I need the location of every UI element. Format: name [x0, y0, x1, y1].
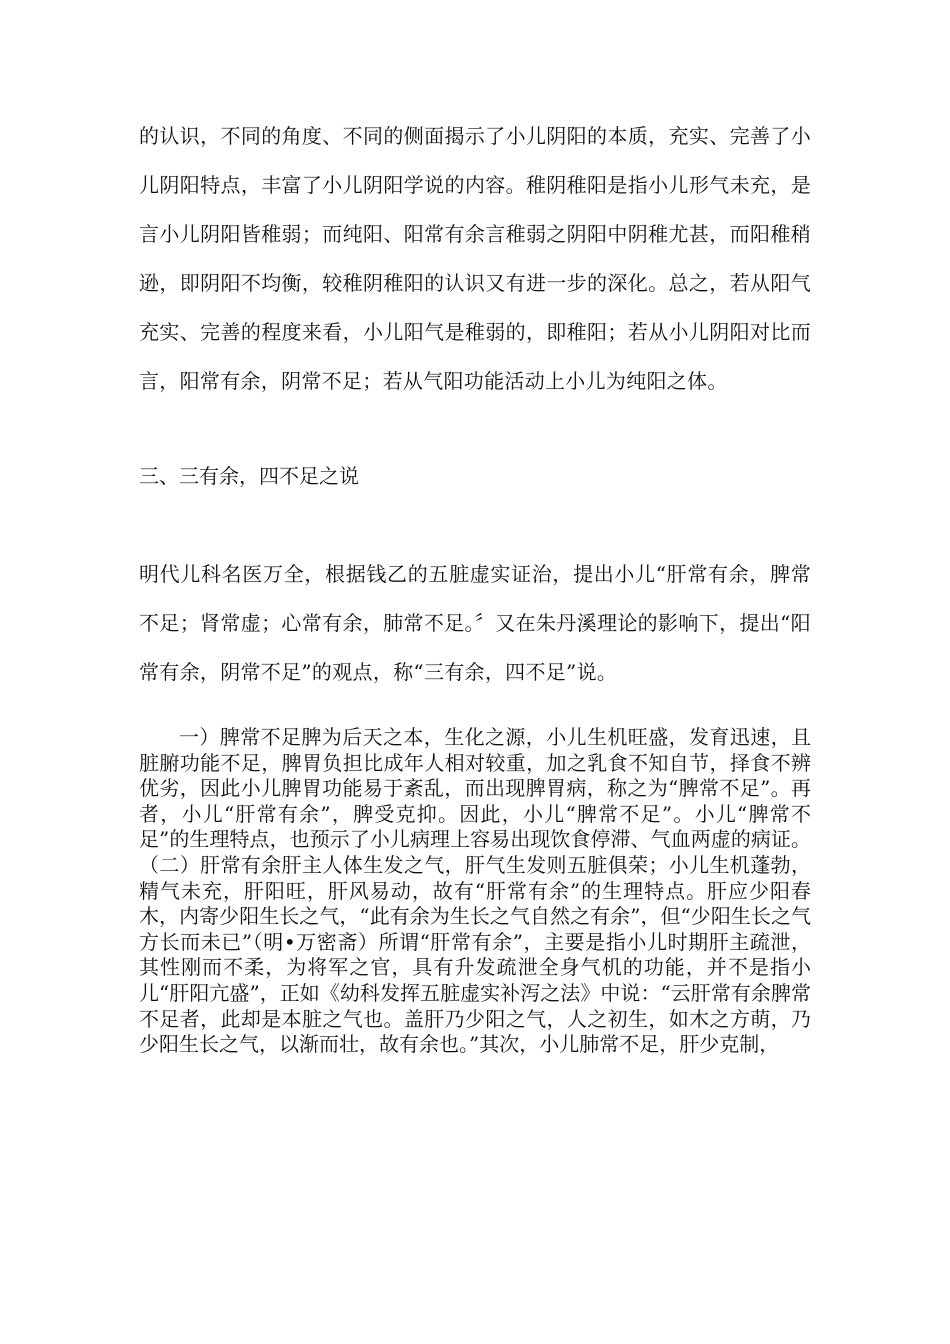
body-paragraph-wan-quan: 明代儿科名医万全，根据钱乙的五脏虚实证治，提出小儿“肝常有余，脾常不足；肾常虚；心常有余，肺常不足。〞又在朱丹溪理论的影响下，提出“阳常有余，阴常不足”的观点，称“三有余，四不足”说。: [139, 562, 811, 684]
paragraph-spacer: [139, 501, 811, 550]
paragraph-spacer: [139, 697, 811, 725]
paragraph-spacer: [139, 406, 811, 452]
section-heading: 三、三有余，四不足之说: [139, 464, 359, 488]
body-paragraph-yin-yang: 的认识，不同的角度、不同的侧面揭示了小儿阴阳的本质，充实、完善了小儿阴阳特点，丰富了小儿阴阳学说的内容。稚阴稚阳是指小儿形气未充，是言小儿阴阳皆稚弱；而纯阳、阳常有余言稚弱之阴阳中阴稚尤甚，而阳稚稍逊，即阴阳不均衡，较稚阴稚阳的认识又有进一步的深化。总之，若从阳气充实、完善的程度来看，小儿阳气是稚弱的，即稚阳；若从小儿阴阳对比而言，阳常有余，阴常不足；若从气阳功能活动上小儿为纯阳之体。: [139, 124, 811, 393]
document-page: [139, 112, 811, 1058]
body-paragraph-spleen-liver: 一）脾常不足脾为后天之本，生化之源，小儿生机旺盛，发育迅速，且脏腑功能不足，脾胃负担比成年人相对较重，加之乳食不知自节，择食不辨优劣，因此小儿脾胃功能易于紊乱，而出现脾胃病，称之为“脾常不足”。再者，小儿“肝常有余”，脾受克抑。因此，小儿“脾常不足”。小儿“脾常不足”的生理特点，也预示了小儿病理上容易出现饮食停滞、气血两虚的病证。（二）肝常有余肝主人体生发之气，肝气生发则五脏俱荣；小儿生机蓬勃，精气未充，肝阳旺，肝风易动，故有“肝常有余”的生理特点。肝应少阳春木，内寄少阳生长之气，“此有余为生长之气自然之有余”，但“少阳生长之气方长而未已”（明•万密斋）所谓“肝常有余”，主要是指小儿时期肝主疏泄，其性刚而不柔，为将军之官，具有升发疏泄全身气机的功能，并不是指小儿“肝阳亢盛”，正如《幼科发挥五脏虚实补泻之法》中说：“云肝常有余脾常不足者，此却是本脏之气也。盖肝乃少阳之气，人之初生，如木之方萌，乃少阳生长之气，以渐而壮，故有余也。”其次，小儿肺常不足，肝少克制，: [139, 725, 811, 1057]
